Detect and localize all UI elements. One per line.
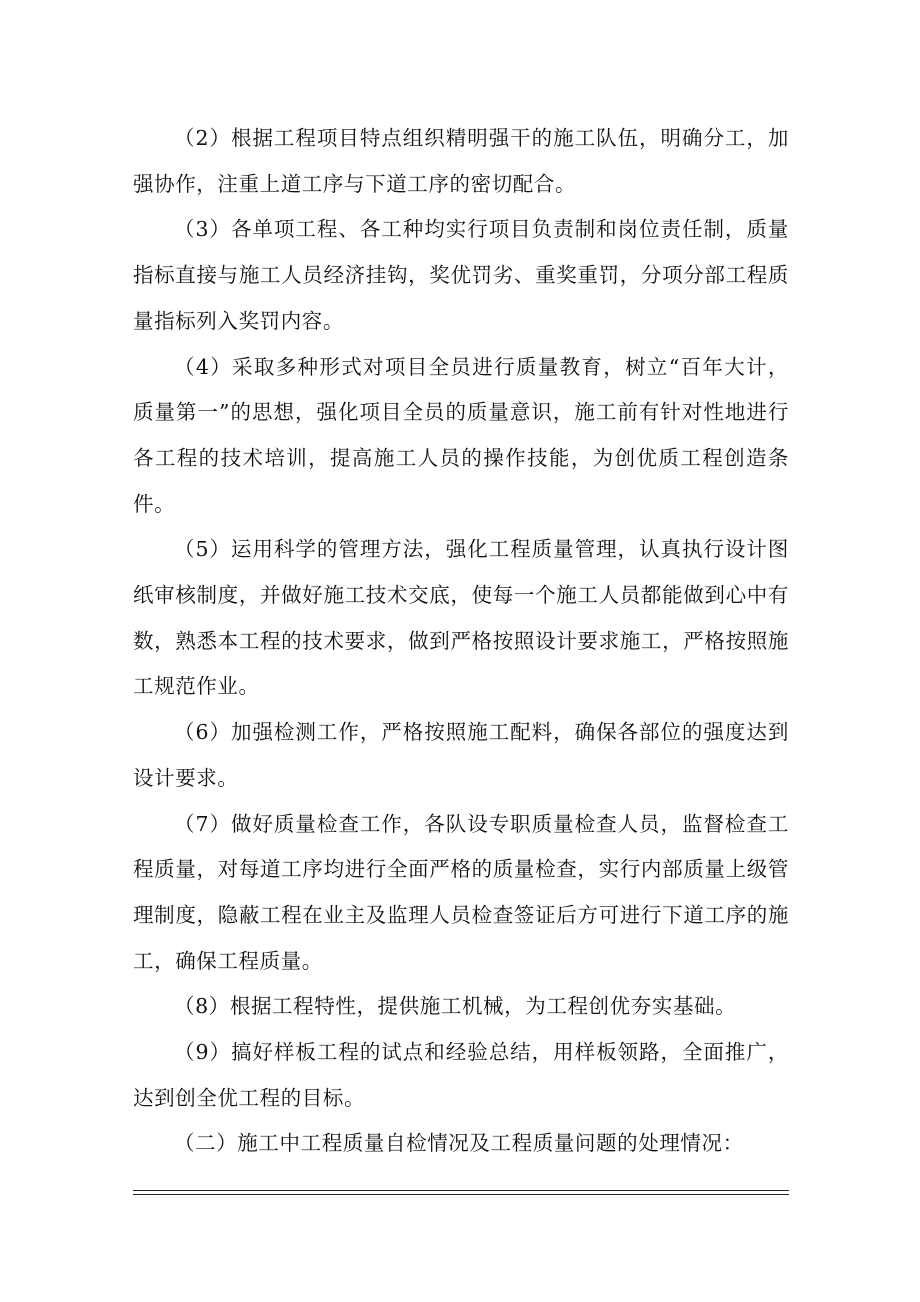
paragraph-8: （8）根据工程特性，提供施工机械，为工程创优夯实基础。 [174, 994, 737, 1019]
footer-rule-bottom [133, 1194, 789, 1195]
paragraph-7: （7）做好质量检查工作，各队设专职质量检查人员，监督检查工程质量，对每道工序均进行全面严格的质量检查，实行内部质量上级管理制度，隐蔽工程在业主及监理人员检查签证后方可进行下道工序的施工，确保工程质量。 [133, 811, 789, 973]
paragraph-6: （6）加强检测工作，严格按照施工配料，确保各部位的强度达到设计要求。 [133, 720, 789, 790]
paragraph-9: （9）搞好样板工程的试点和经验总结，用样板领路，全面推广，达到创全优工程的目标。 [133, 1040, 789, 1110]
paragraph-5: （5）运用科学的管理方法，强化工程质量管理，认真执行设计图纸审核制度，并做好施工技术交底，使每一个施工人员都能做到心中有数，熟悉本工程的技术要求，做到严格按照设计要求施工，严格按照施工规范作业。 [133, 537, 789, 699]
footer-rule-top [133, 1190, 789, 1191]
paragraph-3: （3）各单项工程、各工种均实行项目负责制和岗位责任制，质量指标直接与施工人员经济挂钩，奖优罚劣、重奖重罚，分项分部工程质量指标列入奖罚内容。 [133, 217, 789, 333]
paragraph-4: （4）采取多种形式对项目全员进行质量教育，树立“百年大计，质量第一”的思想，强化项目全员的质量意识，施工前有针对性地进行各工程的技术培训，提高施工人员的操作技能，为创优质工程创造条件。 [133, 354, 789, 516]
section-heading-2: （二）施工中工程质量自检情况及工程质量问题的处理情况： [174, 1131, 744, 1156]
document-body [133, 116, 789, 1167]
paragraph-2: （2）根据工程项目特点组织精明强干的施工队伍，明确分工，加强协作，注重上道工序与下道工序的密切配合。 [133, 126, 789, 196]
